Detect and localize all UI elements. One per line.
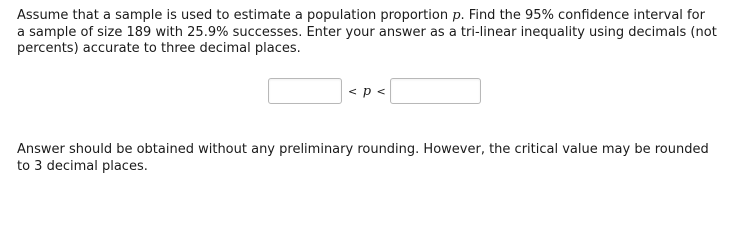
question-text [17, 8, 717, 58]
answer-inequality-row [268, 78, 481, 104]
proportion-variable: p [452, 8, 461, 23]
lower-bound-input[interactable] [268, 78, 342, 104]
question-text-part2: . Find the 95% confidence interval for a sample of size 189 with 25.9% successes. Enter your answer as a tri-linear inequality using decimals (not percents) accurate to three decimal places. [17, 8, 717, 56]
rounding-note: Answer should be obtained without any preliminary rounding. However, the critical value may be rounded to 3 decimal places. [17, 142, 709, 174]
question-text-part1: Assume that a sample is used to estimate a population proportion [17, 8, 453, 23]
less-than-left: < [348, 84, 359, 98]
inequality-expression [348, 84, 387, 99]
inequality-variable: p [362, 83, 373, 99]
upper-bound-input[interactable] [390, 78, 481, 104]
less-than-right: < [376, 84, 387, 98]
